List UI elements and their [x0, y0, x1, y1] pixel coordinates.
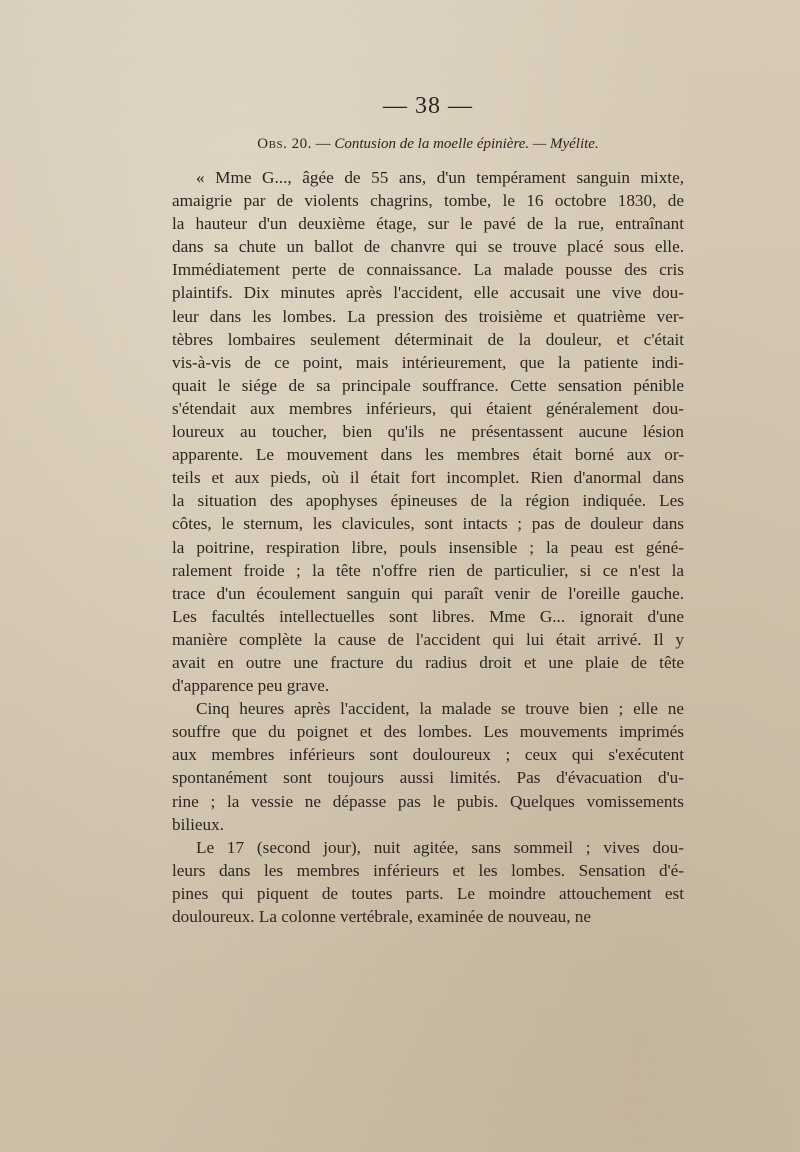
- text-line: Immédiatement perte de connaissance. La malade pousse des cris: [172, 260, 684, 280]
- text-line: trace d'un écoulement sanguin qui paraît venir de l'oreille gauche.: [172, 583, 684, 603]
- text-line: ralement froide ; la tête n'offre rien de particulier, si ce n'est la: [172, 560, 684, 580]
- observation-heading: [172, 134, 684, 154]
- text-line: spontanément sont toujours aussi limités. Pas d'évacuation d'u-: [172, 768, 684, 788]
- text-line: d'apparence peu grave.: [172, 676, 330, 696]
- text-line: loureux au toucher, bien qu'ils ne présentassent aucune lésion: [172, 422, 684, 442]
- text-line: la poitrine, respiration libre, pouls insensible ; la peau est géné-: [172, 537, 684, 557]
- text-line: « Mme G..., âgée de 55 ans, d'un tempérament sanguin mixte,: [196, 168, 684, 187]
- paragraph: [172, 697, 684, 836]
- paragraph: [172, 166, 684, 697]
- text-line: s'étendait aux membres inférieurs, qui étaient généralement dou-: [172, 398, 684, 418]
- heading-separator: —: [311, 136, 335, 152]
- text-line: douloureux. La colonne vertébrale, examinée de nouveau, ne: [172, 907, 592, 926]
- text-line: pines qui piquent de toutes parts. Le moindre attouchement est: [172, 883, 684, 903]
- text-line: quait le siége de sa principale souffrance. Cette sensation pénible: [172, 375, 684, 395]
- text-line: Le 17 (second jour), nuit agitée, sans sommeil ; vives dou-: [196, 837, 684, 857]
- text-line: apparente. Le mouvement dans les membres était borné aux or-: [172, 445, 684, 465]
- observation-label: Obs. 20.: [257, 136, 312, 152]
- text-line: souffre que du poignet et des lombes. Les mouvements imprimés: [172, 722, 684, 742]
- page-text-block: [172, 92, 684, 928]
- page-number: — 38 —: [383, 93, 473, 119]
- text-line: vis-à-vis de ce point, mais intérieurement, que la patiente indi-: [172, 352, 684, 372]
- paragraph: [172, 836, 684, 928]
- text-line: dans sa chute un ballot de chanvre qui se trouve placé sous elle.: [172, 237, 684, 257]
- text-line: la hauteur d'un deuxième étage, sur le pavé de la rue, entraînant: [172, 214, 684, 234]
- text-line: Cinq heures après l'accident, la malade se trouve bien ; elle ne: [196, 699, 684, 719]
- text-line: la situation des apophyses épineuses de la région indiquée. Les: [172, 491, 684, 511]
- text-line: tèbres lombaires seulement déterminait de la douleur, et c'était: [172, 329, 684, 349]
- text-line: manière complète la cause de l'accident qui lui était arrivé. Il y: [172, 629, 684, 649]
- text-line: leur dans les lombes. La pression des troisième et quatrième ver-: [172, 306, 684, 326]
- text-line: amaigrie par de violents chagrins, tombe, le 16 octobre 1830, de: [172, 191, 684, 211]
- text-line: teils et aux pieds, où il était fort incomplet. Rien d'anormal dans: [172, 468, 684, 488]
- text-line: bilieux.: [172, 814, 225, 834]
- text-line: leurs dans les membres inférieurs et les lombes. Sensation d'é-: [172, 860, 684, 880]
- text-line: plaintifs. Dix minutes après l'accident, elle accusait une vive dou-: [172, 283, 684, 303]
- observation-title: Contusion de la moelle épinière. — Myélite.: [334, 136, 599, 152]
- text-line: côtes, le sternum, les clavicules, sont intacts ; pas de douleur dans: [172, 514, 684, 534]
- text-line: rine ; la vessie ne dépasse pas le pubis. Quelques vomissements: [172, 791, 684, 811]
- text-line: aux membres inférieurs sont douloureux ; ceux qui s'exécutent: [172, 745, 684, 765]
- body-text: [172, 166, 684, 928]
- text-line: Les facultés intellectuelles sont libres. Mme G... ignorait d'une: [172, 606, 684, 626]
- text-line: avait en outre une fracture du radius droit et une plaie de tête: [172, 652, 684, 672]
